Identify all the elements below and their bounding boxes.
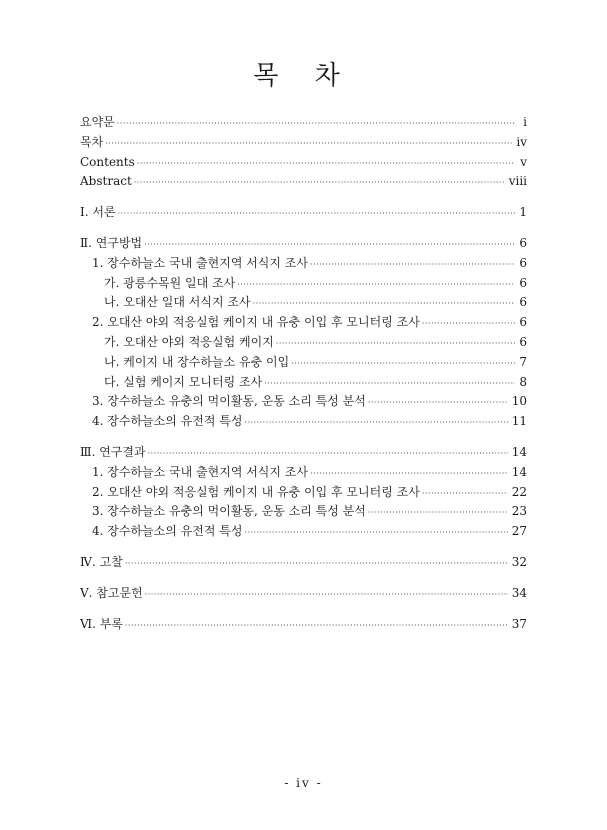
toc-entry-label: 요약문: [80, 115, 115, 129]
toc-entry-page: iv: [516, 134, 527, 149]
toc-entry-label: 4. 장수하늘소의 유전적 특성: [92, 524, 243, 539]
toc-leader-dots: [310, 464, 508, 484]
toc-entry-methods-2[interactable]: [80, 313, 527, 333]
toc-leader-dots: [264, 374, 515, 394]
toc-entry-label: Ⅱ. 연구방법: [80, 235, 143, 250]
toc-chapter-5: [80, 584, 527, 604]
toc-leader-dots: [137, 154, 515, 174]
toc-leader-dots: [118, 204, 515, 224]
toc-entry-page: viii: [508, 174, 527, 189]
toc-entry-discussion[interactable]: [80, 553, 527, 573]
toc-leader-dots: [244, 413, 507, 433]
toc-entry-contents-en[interactable]: [80, 153, 527, 173]
toc-entry-methods-2-c[interactable]: [80, 373, 527, 393]
toc-entry-page: 6: [519, 235, 527, 250]
toc-entry-results-1[interactable]: [80, 463, 527, 483]
toc-entry-label: 가. 광릉수목원 일대 조사: [104, 275, 236, 290]
toc-entry-results-2[interactable]: [80, 483, 527, 503]
toc-leader-dots: [368, 503, 508, 523]
toc-entry-label: 나. 오대산 일대 서식지 조사: [104, 295, 251, 310]
toc-entry-label: 나. 케이지 내 장수하늘소 유충 이입: [104, 354, 290, 369]
toc-leader-dots: [276, 334, 515, 354]
toc-front-matter: [80, 113, 527, 192]
toc-chapter-2: [80, 234, 527, 432]
toc-entry-methods-2-a[interactable]: [80, 333, 527, 353]
toc-entry-methods-4[interactable]: [80, 412, 527, 432]
toc-chapter-1: [80, 203, 527, 223]
toc-entry-results[interactable]: [80, 443, 527, 463]
toc-entry-page: 6: [519, 295, 527, 310]
toc-chapter-3: [80, 443, 527, 542]
toc-entry-page: 10: [511, 394, 527, 409]
page-number: - iv -: [284, 776, 323, 790]
toc-entry-page: 14: [511, 444, 527, 459]
toc-chapter-4: [80, 553, 527, 573]
toc-entry-page: 6: [519, 275, 527, 290]
toc-leader-dots: [422, 484, 508, 504]
toc-entry-label: 3. 장수하늘소 유충의 먹이활동, 운동 소리 특성 분석: [92, 394, 366, 409]
toc-leader-dots: [105, 134, 512, 154]
toc-entry-methods-2-b[interactable]: [80, 353, 527, 373]
toc-entry-methods-1-a[interactable]: [80, 274, 527, 294]
toc-leader-dots: [125, 554, 508, 574]
toc-entry-introduction[interactable]: [80, 203, 527, 223]
toc-entry-appendix[interactable]: [80, 615, 527, 635]
toc-entry-results-4[interactable]: [80, 522, 527, 542]
toc-leader-dots: [291, 354, 515, 374]
toc-entry-page: v: [520, 154, 527, 169]
toc-entry-label: Contents: [80, 154, 135, 169]
toc-leader-dots: [310, 255, 515, 275]
toc-entry-abstract[interactable]: [80, 172, 527, 192]
toc-leader-dots: [237, 275, 515, 295]
toc-entry-label: Ⅰ. 서론: [80, 205, 116, 220]
toc-entry-page: 37: [511, 616, 527, 631]
toc-entry-label: 4. 장수하늘소의 유전적 특성: [92, 414, 243, 429]
toc-leader-dots: [422, 314, 515, 334]
toc-entry-page: 11: [511, 414, 527, 429]
toc-entry-label: Abstract: [80, 174, 132, 189]
toc-entry-label: 3. 장수하늘소 유충의 먹이활동, 운동 소리 특성 분석: [92, 504, 366, 519]
toc-leader-dots: [125, 616, 508, 636]
toc-leader-dots: [117, 114, 515, 134]
toc-leader-dots: [148, 444, 508, 464]
toc-entry-page: 27: [511, 524, 527, 539]
toc-entry-label: 1. 장수하늘소 국내 출현지역 서식지 조사: [92, 255, 308, 270]
toc-leader-dots: [368, 393, 508, 413]
toc-entry-methods-1[interactable]: [80, 254, 527, 274]
toc-leader-dots: [244, 523, 507, 543]
toc-leader-dots: [144, 235, 515, 255]
toc-entry-methods-3[interactable]: [80, 392, 527, 412]
toc-leader-dots: [253, 294, 515, 314]
toc-chapter-6: [80, 615, 527, 635]
toc-entry-results-3[interactable]: [80, 502, 527, 522]
toc-entry-label: Ⅵ. 부록: [80, 616, 123, 631]
toc-entry-page: 7: [519, 354, 527, 369]
toc-entry-label: Ⅴ. 참고문헌: [80, 585, 143, 600]
toc-entry-label: Ⅲ. 연구결과: [80, 444, 146, 459]
toc-entry-label: 다. 실험 케이지 모니터링 조사: [104, 374, 263, 389]
toc-entry-page: 1: [519, 205, 527, 220]
toc-leader-dots: [134, 173, 505, 193]
toc-entry-page: 23: [511, 504, 527, 519]
toc-entry-label: 가. 오대산 야외 적응실험 케이지: [104, 334, 274, 349]
toc-entry-page: 6: [519, 315, 527, 330]
table-of-contents: [80, 113, 527, 645]
toc-entry-label: Ⅳ. 고찰: [80, 554, 123, 569]
toc-entry-page: 14: [511, 464, 527, 479]
toc-entry-methods-1-b[interactable]: [80, 293, 527, 313]
toc-entry-page: i: [523, 115, 527, 129]
toc-entry-page: 34: [511, 585, 527, 600]
toc-entry-label: 2. 오대산 야외 적응실험 케이지 내 유충 이입 후 모니터링 조사: [92, 315, 420, 330]
toc-entry-page: 8: [519, 374, 527, 389]
toc-entry-page: 32: [511, 554, 527, 569]
toc-entry-label: 목차: [80, 134, 104, 149]
toc-entry-methods[interactable]: [80, 234, 527, 254]
toc-entry-label: 1. 장수하늘소 국내 출현지역 서식지 조사: [92, 464, 308, 479]
page-title: 목 차: [253, 61, 354, 91]
toc-entry-summary[interactable]: [80, 113, 527, 133]
toc-entry-references[interactable]: [80, 584, 527, 604]
toc-entry-page: 22: [511, 484, 527, 499]
toc-entry-label: 2. 오대산 야외 적응실험 케이지 내 유충 이입 후 모니터링 조사: [92, 484, 420, 499]
toc-entry-contents-kr[interactable]: [80, 133, 527, 153]
toc-entry-page: 6: [519, 255, 527, 270]
toc-leader-dots: [145, 585, 508, 605]
toc-entry-page: 6: [519, 334, 527, 349]
